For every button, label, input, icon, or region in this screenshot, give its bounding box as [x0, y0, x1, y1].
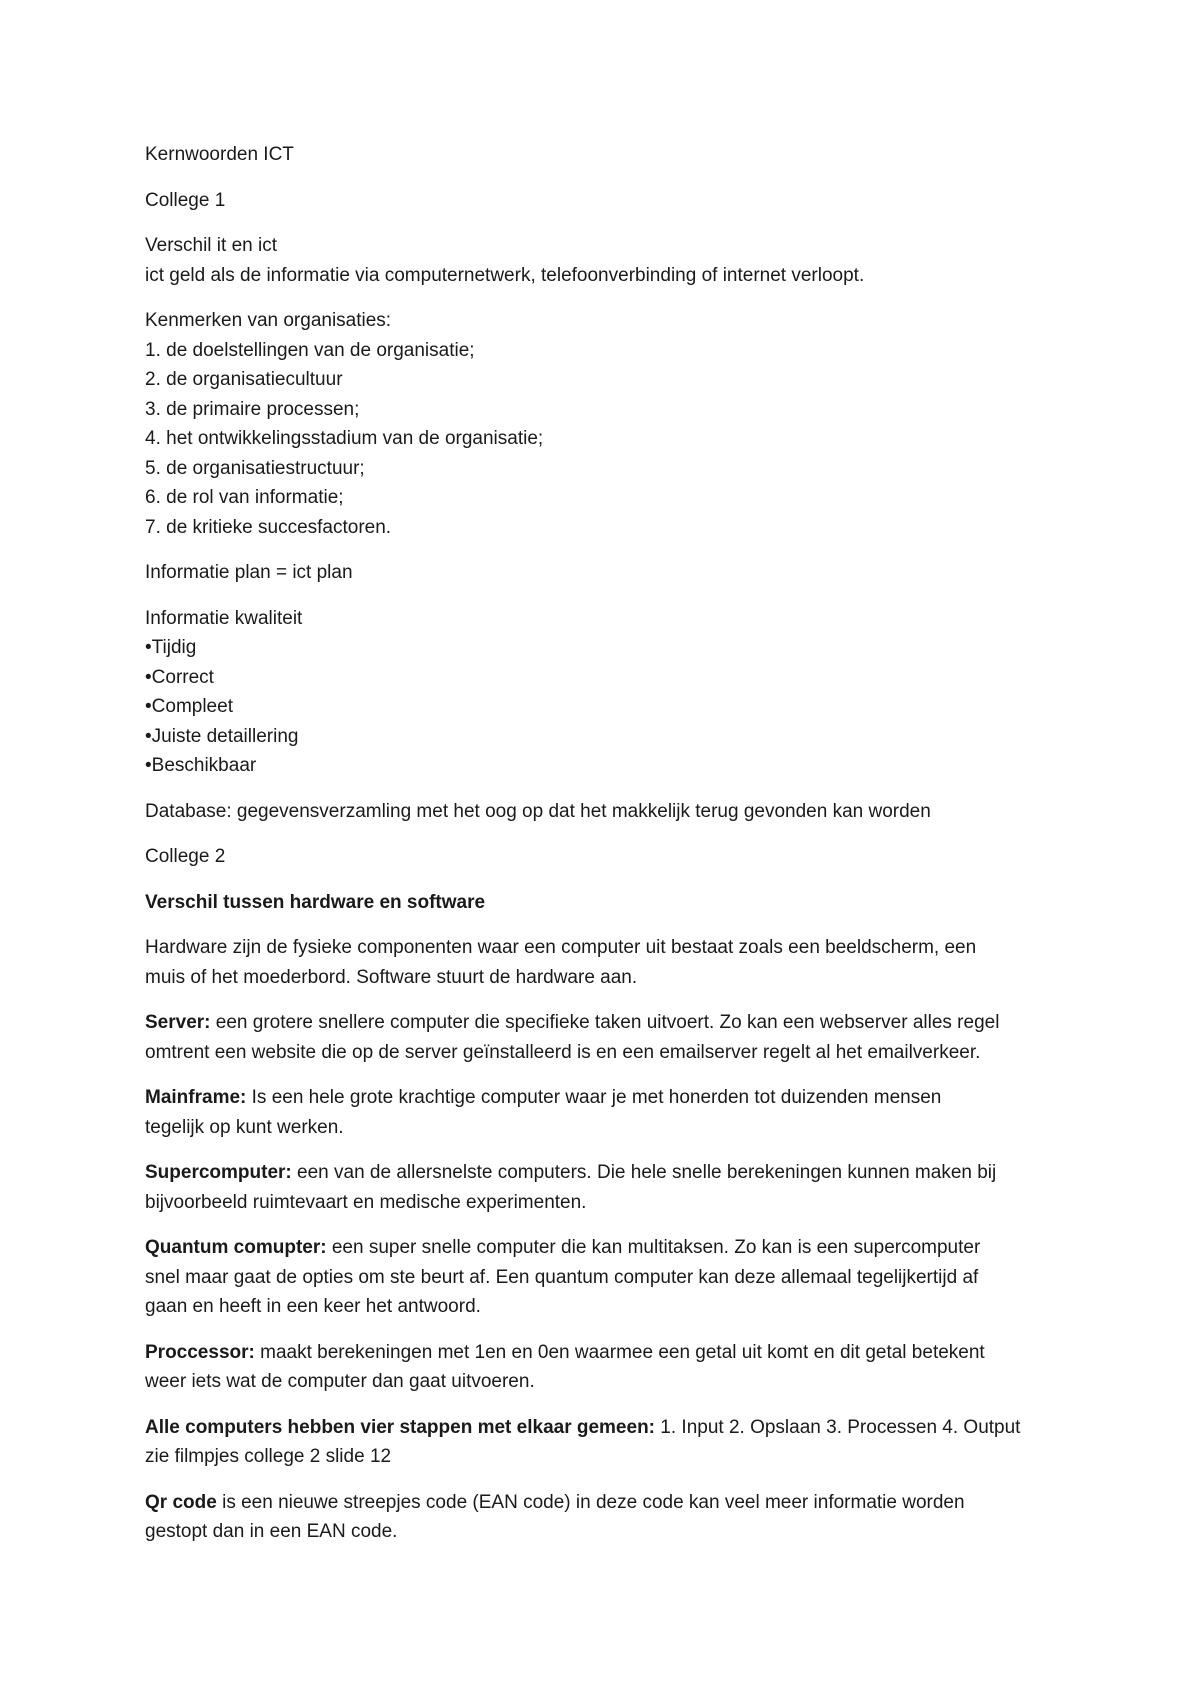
kwaliteit-bullet-item: •Compleet [145, 696, 233, 717]
kenmerken-item: 5. de organisatiestructuur; [145, 457, 365, 479]
document-body [145, 140, 1095, 1563]
hardware-software-heading: Verschil tussen hardware en software [145, 891, 486, 913]
hardware-line: muis of het moederbord. Software stuurt de hardware aan. [145, 966, 638, 988]
stappen-line: zie filmpjes college 2 slide 12 [145, 1446, 392, 1467]
supercomputer-line: een van de allersnelste computers. Die hele snelle berekeningen kunnen maken bij [291, 1162, 997, 1183]
hardware-paragraph [145, 933, 1095, 992]
kenmerken-item: 1. de doelstellingen van de organisatie; [145, 339, 475, 361]
qr-code-paragraph [145, 1488, 1095, 1547]
kenmerken-item: 7. de kritieke succesfactoren. [145, 516, 392, 538]
kenmerken-heading: Kenmerken van organisaties: [145, 310, 392, 331]
mainframe-paragraph [145, 1083, 1095, 1142]
processor-line: maakt berekeningen met 1en en 0en waarmee een getal uit komt en dit getal betekent [254, 1341, 985, 1363]
processor-paragraph [145, 1338, 1095, 1397]
mainframe-line: Is een hele grote krachtige computer waar je met honerden tot duizenden mensen [246, 1087, 942, 1108]
mainframe-term: Mainframe: [145, 1087, 247, 1108]
processor-term: Proccessor: [145, 1341, 255, 1363]
quantum-line: een super snelle computer die kan multitaksen. Zo kan is een supercomputer [326, 1237, 981, 1258]
verschil-it-ict-section [145, 231, 1095, 290]
kenmerken-item: 2. de organisatiecultuur [145, 369, 343, 390]
quantum-line: snel maar gaat de opties om ste beurt af. Een quantum computer kan deze allemaal tegelijkertijd af [145, 1266, 979, 1288]
supercomputer-term: Supercomputer: [145, 1162, 292, 1183]
supercomputer-line: bijvoorbeeld ruimtevaart en medische experimenten. [145, 1191, 587, 1213]
mainframe-line: tegelijk op kunt werken. [145, 1116, 344, 1138]
kwaliteit-bullet-item: •Juiste detaillering [145, 725, 299, 747]
verschil-it-ict-text: ict geld als de informatie via computernetwerk, telefoonverbinding of internet verloopt. [145, 264, 865, 286]
hardware-line: Hardware zijn de fysieke componenten waar een computer uit bestaat zoals een beeldscherm, een [145, 937, 977, 958]
college-2-heading: College 2 [145, 846, 226, 867]
verschil-it-ict-heading: Verschil it en ict [145, 235, 277, 256]
quantum-term: Quantum comupter: [145, 1237, 327, 1258]
kwaliteit-bullet-item: •Tijdig [145, 637, 197, 658]
quantum-line: gaan en heeft in een keer het antwoord. [145, 1296, 481, 1317]
server-line: een grotere snellere computer die specifieke taken uitvoert. Zo kan een webserver alles regel [210, 1012, 1000, 1033]
kenmerken-item: 4. het ontwikkelingsstadium van de organisatie; [145, 428, 544, 449]
qr-code-line: is een nieuwe streepjes code (EAN code) in deze code kan veel meer informatie worden [216, 1491, 965, 1513]
quantum-paragraph [145, 1233, 1095, 1322]
server-term: Server: [145, 1012, 211, 1033]
kenmerken-section [145, 306, 1095, 542]
kenmerken-item: 6. de rol van informatie; [145, 487, 344, 508]
kenmerken-item: 3. de primaire processen; [145, 398, 360, 420]
qr-code-line: gestopt dan in een EAN code. [145, 1521, 398, 1542]
stappen-line: 1. Input 2. Opslaan 3. Processen 4. Output [655, 1416, 1021, 1438]
supercomputer-paragraph [145, 1158, 1095, 1217]
kwaliteit-bullet-item: •Correct [145, 666, 214, 688]
stappen-paragraph [145, 1413, 1095, 1472]
stappen-term: Alle computers hebben vier stappen met elkaar gemeen: [145, 1416, 656, 1438]
informatie-kwaliteit-section [145, 604, 1095, 781]
qr-code-term: Qr code [145, 1491, 217, 1513]
college-1-heading: College 1 [145, 189, 226, 211]
informatie-kwaliteit-heading: Informatie kwaliteit [145, 607, 303, 629]
processor-line: weer iets wat de computer dan gaat uitvoeren. [145, 1371, 535, 1392]
server-line: omtrent een website die op de server geïnstalleerd is en een emailserver regelt al het emailverkeer. [145, 1041, 981, 1063]
informatie-plan-text: Informatie plan = ict plan [145, 562, 353, 583]
database-text: Database: gegevensverzamling met het oog op dat het makkelijk terug gevonden kan worden [145, 800, 931, 822]
document-title: Kernwoorden ICT [145, 144, 294, 165]
server-paragraph [145, 1008, 1095, 1067]
kwaliteit-bullet-item: •Beschikbaar [145, 755, 257, 776]
